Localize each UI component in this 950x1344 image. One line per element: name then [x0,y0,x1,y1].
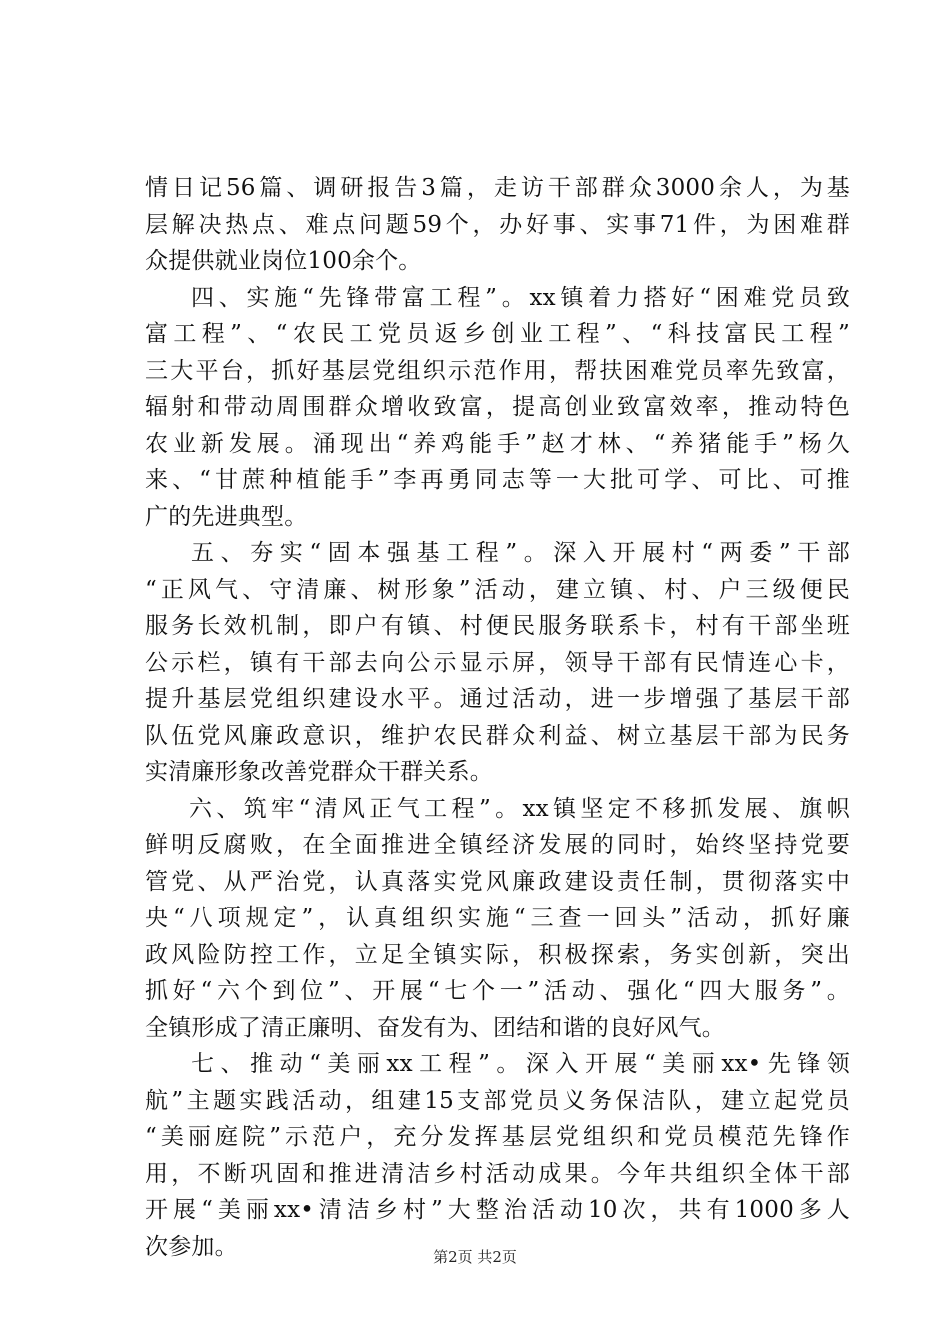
text-line: 管党、从严治党，认真落实党风廉政建设责任制，贯彻落实中 [145,868,850,895]
text-line: 来、“甘蔗种植能手”李再勇同志等一大批可学、可比、可推 [145,467,850,493]
text-line: 三大平台，抓好基层党组织示范作用，帮扶困难党员率先致富， [145,357,850,384]
paragraph-6-first-line: 六、筑牢“清风正气工程”。xx镇坚定不移抓发展、旗帜 [189,795,850,822]
text-line: “美丽庭院”示范户，充分发挥基层党组织和党员模范先锋作 [145,1124,850,1150]
text-line: 众提供就业岗位100余个。 [145,248,422,274]
text-line: 情日记56篇、调研报告3篇，走访干部群众3000余人，为基 [145,175,850,201]
text-line: 央“八项规定”，认真组织实施“三查一回头”活动，抓好廉 [145,905,850,931]
text-line: 抓好“六个到位”、开展“七个一”活动、强化“四大服务”。 [145,978,850,1004]
paragraph-7-first-line: 七、推动“美丽xx工程”。深入开展“美丽xx•先锋领 [191,1051,850,1077]
text-line: 开展“美丽xx•清洁乡村”大整治活动10次，共有1000多人 [145,1197,850,1223]
text-line: 队伍党风廉政意识，维护农民群众利益、树立基层干部为民务 [145,722,850,749]
text-line: 辐射和带动周围群众增收致富，提高创业致富效率，推动特色 [145,394,850,420]
text-line: 鲜明反腐败，在全面推进全镇经济发展的同时，始终坚持党要 [145,832,850,858]
text-line: 公示栏，镇有干部去向公示显示屏，领导干部有民情连心卡， [145,649,850,676]
text-line: 用，不断巩固和推进清洁乡村活动成果。今年共组织全体干部 [145,1160,850,1187]
text-line: 提升基层党组织建设水平。通过活动，进一步增强了基层干部 [145,686,850,712]
text-line: 次参加。 [145,1233,238,1260]
document-body [145,170,850,1265]
text-line: 服务长效机制，即户有镇、村便民服务联系卡，村有干部坐班 [145,613,850,639]
text-line: 富工程”、“农民工党员返乡创业工程”、“科技富民工程” [145,321,850,347]
paragraph-5-first-line: 五、夯实“固本强基工程”。深入开展村“两委”干部 [191,540,850,566]
text-line: 广的先进典型。 [145,503,308,530]
text-line: 层解决热点、难点问题59个，办好事、实事71件，为困难群 [145,211,850,238]
text-line: 政风险防控工作，立足全镇实际，积极探索，务实创新，突出 [145,941,850,968]
page-number-footer: 第2页 共2页 [433,1248,517,1266]
paragraph-4-first-line: 四、实施“先锋带富工程”。xx镇着力搭好“困难党员致 [191,284,850,311]
text-line: 航”主题实践活动，组建15支部党员义务保洁队，建立起党员 [145,1087,850,1114]
text-line: 农业新发展。涌现出“养鸡能手”赵才林、“养猪能手”杨久 [145,430,850,457]
text-line: “正风气、守清廉、树形象”活动，建立镇、村、户三级便民 [145,576,850,603]
text-line: 实清廉形象改善党群众干群关系。 [145,759,493,785]
text-line: 全镇形成了清正廉明、奋发有为、团结和谐的良好风气。 [145,1014,725,1041]
